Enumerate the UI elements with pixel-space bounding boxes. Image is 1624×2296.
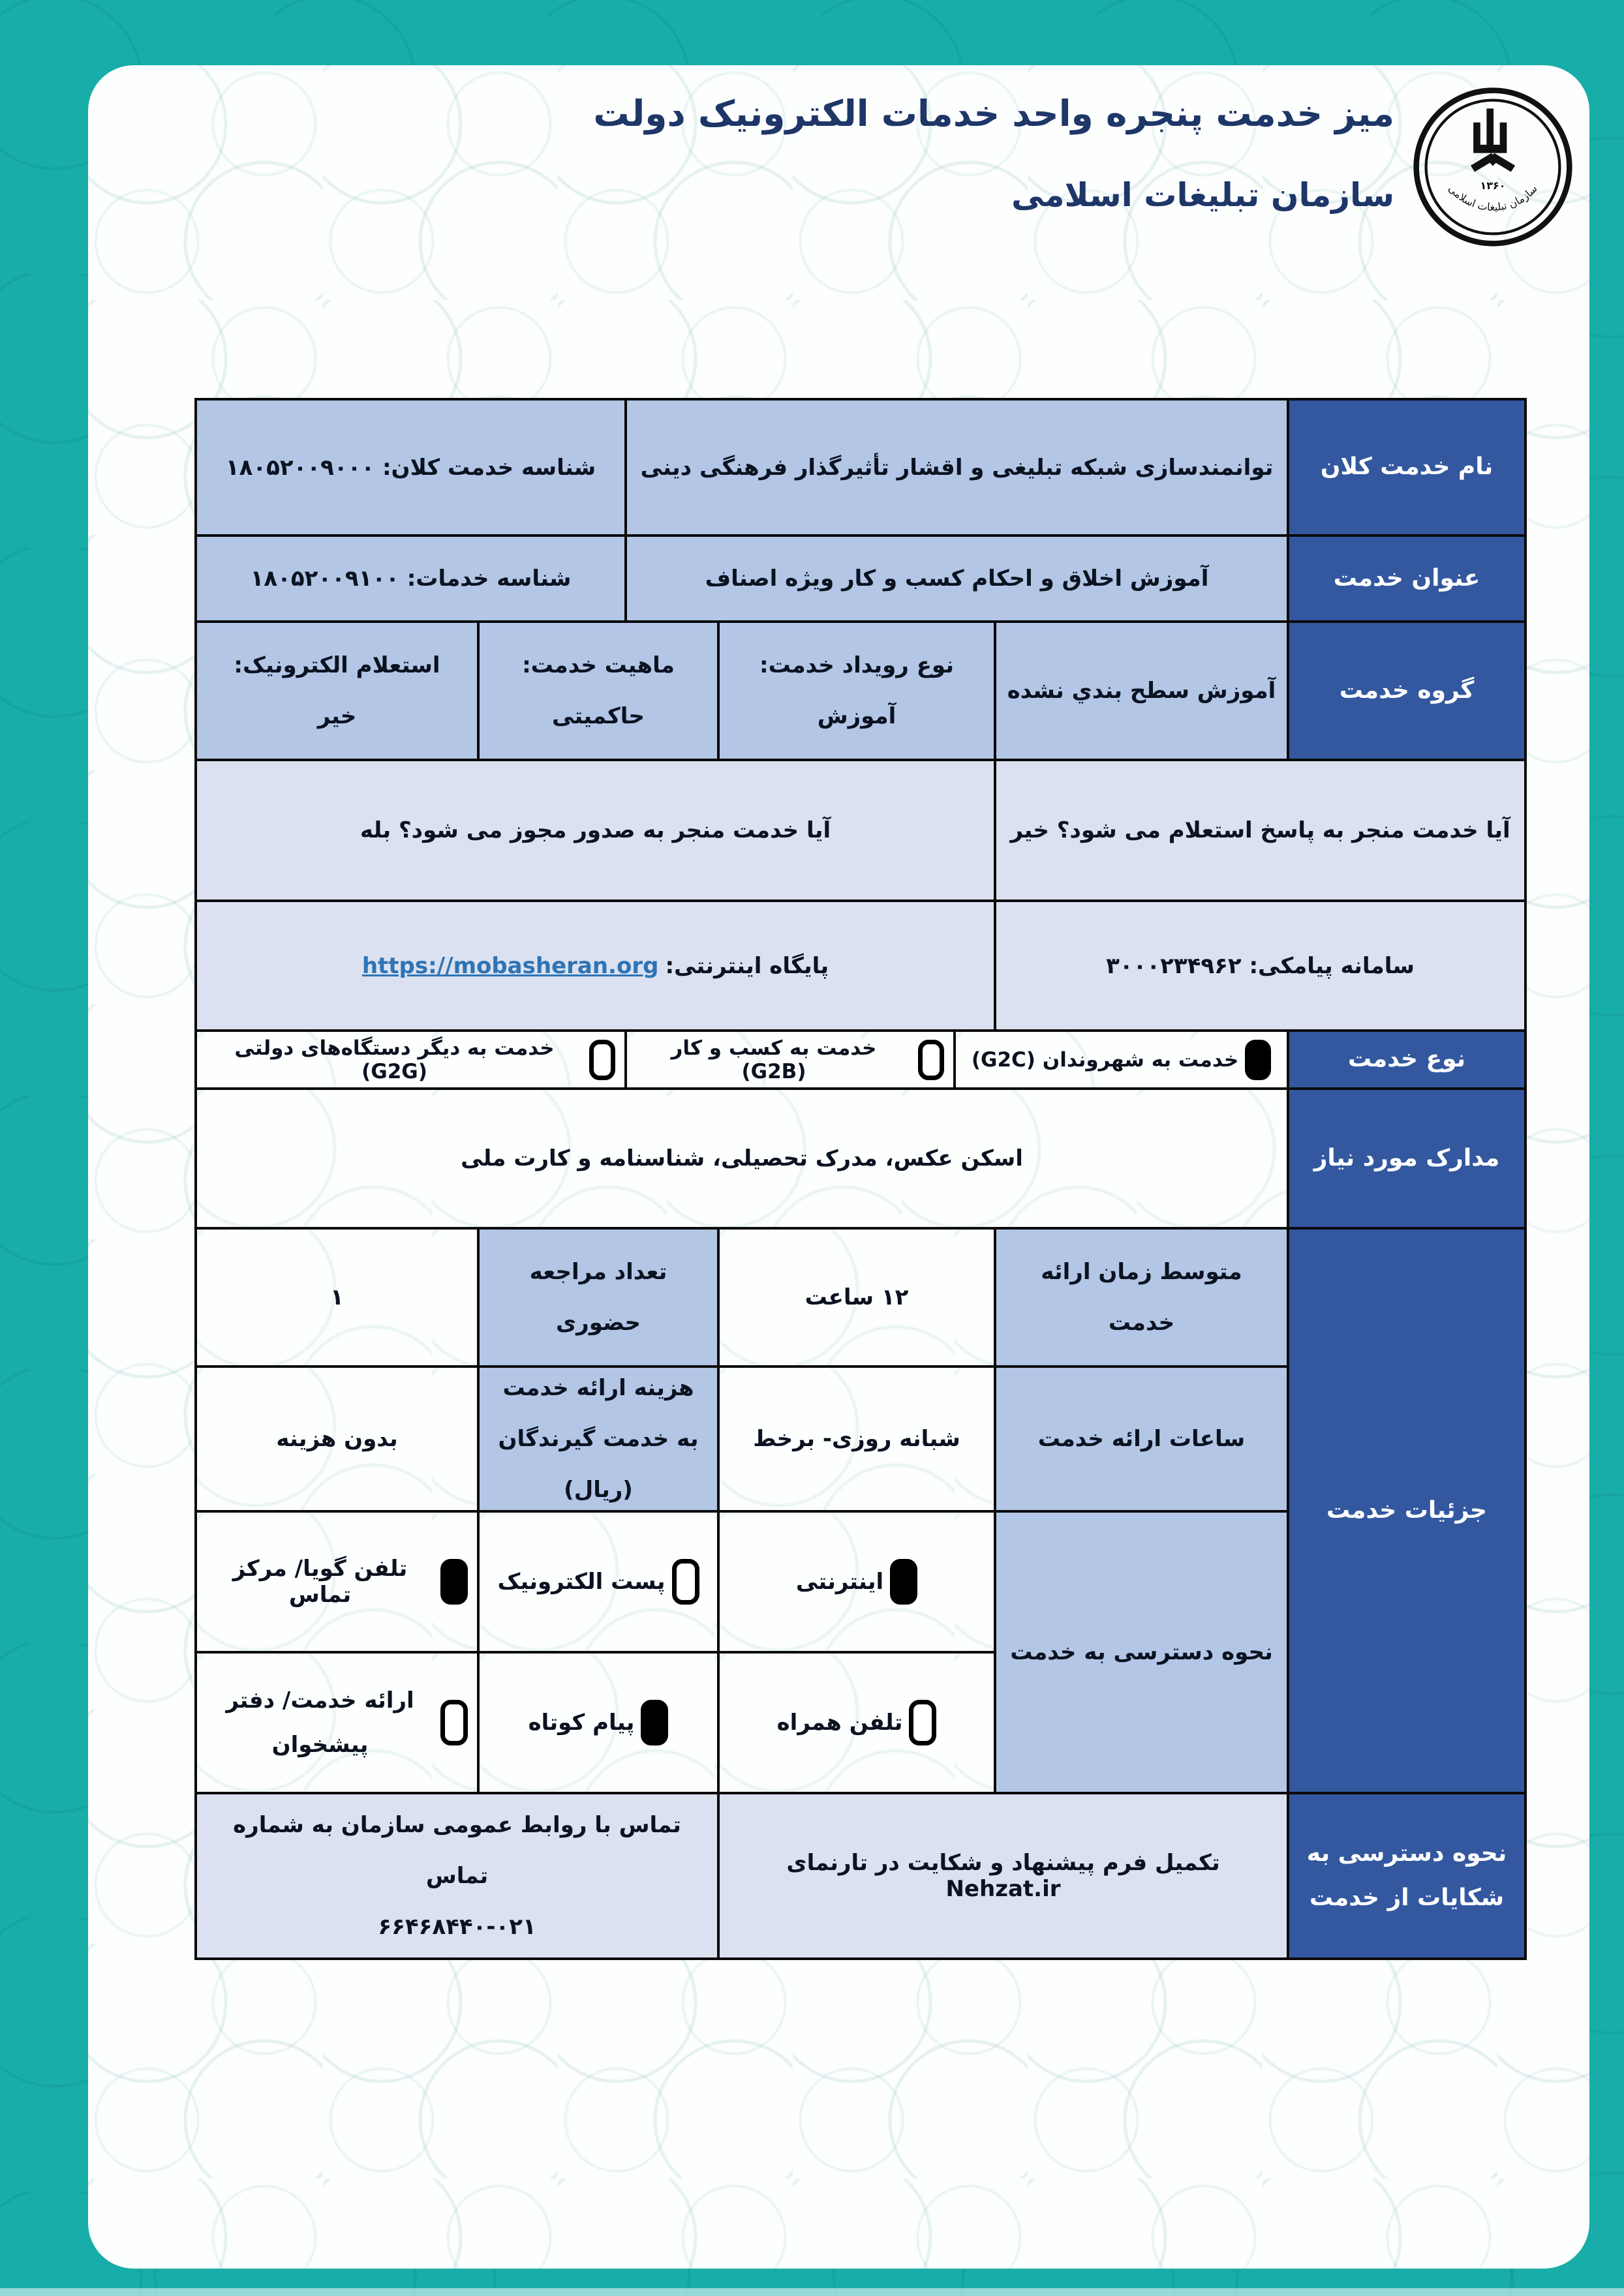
complaints-phone-number: ۶۶۴۶۸۴۴۰-۰۲۱	[378, 1914, 536, 1941]
required-documents-value: اسکن عکس، مدرک تحصیلی، شناسنامه و کارت ملی	[197, 1090, 1287, 1227]
bottom-edge-strip	[0, 2288, 1624, 2296]
service-info-table	[194, 398, 1527, 1960]
website-label: پایگاه اینترنتی:	[665, 952, 829, 979]
access-option-label: پست الکترونیک	[497, 1569, 666, 1595]
checkbox-icon[interactable]	[641, 1700, 668, 1745]
electronic-inquiry-value: خیر	[317, 703, 357, 729]
service-type-option-label: خدمت به شهروندان (G2C)	[971, 1048, 1239, 1072]
service-nature-value: حاکمیتی	[552, 703, 645, 729]
checkbox-icon[interactable]	[672, 1559, 699, 1605]
checkbox-icon[interactable]	[440, 1700, 468, 1745]
checkbox-icon[interactable]	[1245, 1040, 1271, 1080]
avg-time-label: متوسط زمان ارائه خدمت	[996, 1230, 1287, 1365]
access-option-email	[480, 1513, 717, 1651]
service-type-option-g2g	[197, 1032, 624, 1087]
checkbox-icon[interactable]	[440, 1559, 468, 1605]
row-header-required-documents: مدارک مورد نیاز	[1289, 1090, 1524, 1227]
row-header-service-group: گروه خدمت	[1289, 623, 1524, 759]
macro-service-value: توانمندسازی شبکه تبلیغی و اقشار تأثیرگذار فرهنگی دینی	[627, 400, 1287, 534]
service-title-value: آموزش اخلاق و احکام کسب و کار ویژه اصناف	[627, 537, 1287, 620]
visit-count-value: ۱	[197, 1230, 477, 1365]
service-id: شناسه خدمات: ۱۸۰۵۲۰۰۹۱۰۰	[197, 537, 624, 620]
service-nature-cell	[480, 623, 717, 759]
event-type-cell	[720, 623, 994, 759]
website-link[interactable]: https://mobasheran.org	[361, 952, 659, 979]
row-header-service-details: جزئیات خدمت	[1289, 1230, 1524, 1792]
document-header	[572, 93, 1394, 214]
logo-year: ۱۳۶۰	[1480, 179, 1506, 192]
access-method-label: نحوه دسترسی به خدمت	[996, 1513, 1287, 1792]
event-type-value: آموزش	[817, 703, 896, 729]
row-header-complaints-access: نحوه دسترسی به شکایات از خدمت	[1289, 1794, 1524, 1957]
complaints-phone-method	[197, 1794, 717, 1957]
electronic-inquiry-cell	[197, 623, 477, 759]
website-cell	[197, 902, 994, 1029]
event-type-label: نوع رویداد خدمت:	[759, 652, 954, 678]
service-type-option-label: خدمت به دیگر دستگاه‌های دولتی (G2G)	[234, 1036, 555, 1083]
service-cost-value: بدون هزینه	[197, 1368, 477, 1510]
sms-system: سامانه پیامکی: ۳۰۰۰۲۳۴۹۶۲	[996, 902, 1524, 1029]
service-type-option-label: خدمت به کسب و کار (G2B)	[671, 1036, 877, 1083]
row-header-service-title: عنوان خدمت	[1289, 537, 1524, 620]
kufic-emblem	[1471, 108, 1515, 172]
macro-service-id: شناسه خدمت کلان: ۱۸۰۵۲۰۰۹۰۰۰	[197, 400, 624, 534]
page-title: میز خدمت پنجره واحد خدمات الکترونیک دولت	[593, 93, 1394, 134]
service-type-option-g2b	[627, 1032, 953, 1087]
complaints-phone-text: تماس با روابط عمومی سازمان به شماره تماس	[233, 1811, 681, 1889]
access-option-label: پیام کوتاه	[528, 1710, 635, 1736]
license-question: آیا خدمت منجر به صدور مجوز می شود؟ بله	[197, 761, 994, 899]
service-cost-label: هزینه ارائه خدمت به خدمت گیرندگان (ریال)	[480, 1368, 717, 1510]
row-header-macro-service: نام خدمت کلان	[1289, 400, 1524, 534]
visit-count-label: تعداد مراجعه حضوری	[480, 1230, 717, 1365]
inquiry-question: آیا خدمت منجر به پاسخ استعلام می شود؟ خیر	[996, 761, 1524, 899]
service-type-option-g2c	[956, 1032, 1287, 1087]
access-option-sms	[480, 1654, 717, 1792]
checkbox-icon[interactable]	[918, 1040, 944, 1080]
access-option-label: تلفن همراه	[776, 1710, 903, 1736]
service-nature-label: ماهیت خدمت:	[522, 652, 675, 678]
avg-time-value: ۱۲ ساعت	[720, 1230, 994, 1365]
organization-logo-icon	[1409, 83, 1576, 250]
electronic-inquiry-label: استعلام الکترونیک:	[234, 652, 440, 678]
row-header-service-type: نوع خدمت	[1289, 1032, 1524, 1087]
service-hours-label: ساعات ارائه خدمت	[996, 1368, 1287, 1510]
service-hours-value: شبانه روزی- برخط	[720, 1368, 994, 1510]
complaints-web-method: تکمیل فرم پیشنهاد و شکایت در تارنمای Nehzat.ir	[720, 1794, 1287, 1957]
checkbox-icon[interactable]	[589, 1040, 615, 1080]
logo-caption: سازمان تبلیغات اسلامی	[1446, 182, 1540, 213]
access-option-mobile	[720, 1654, 994, 1792]
access-option-label: ارائه خدمت/ دفتر پیشخوان	[226, 1687, 414, 1758]
access-option-label: اینترنتی	[795, 1569, 884, 1595]
access-option-counter	[197, 1654, 477, 1792]
service-group-value: آموزش سطح بندي نشده	[996, 623, 1287, 759]
checkbox-icon[interactable]	[890, 1559, 917, 1605]
access-option-internet	[720, 1513, 994, 1651]
access-option-label: تلفن گویا/ مرکز تماس	[232, 1556, 408, 1608]
access-option-ivr	[197, 1513, 477, 1651]
checkbox-icon[interactable]	[909, 1700, 936, 1745]
page-subtitle: سازمان تبلیغات اسلامی	[1011, 176, 1394, 214]
